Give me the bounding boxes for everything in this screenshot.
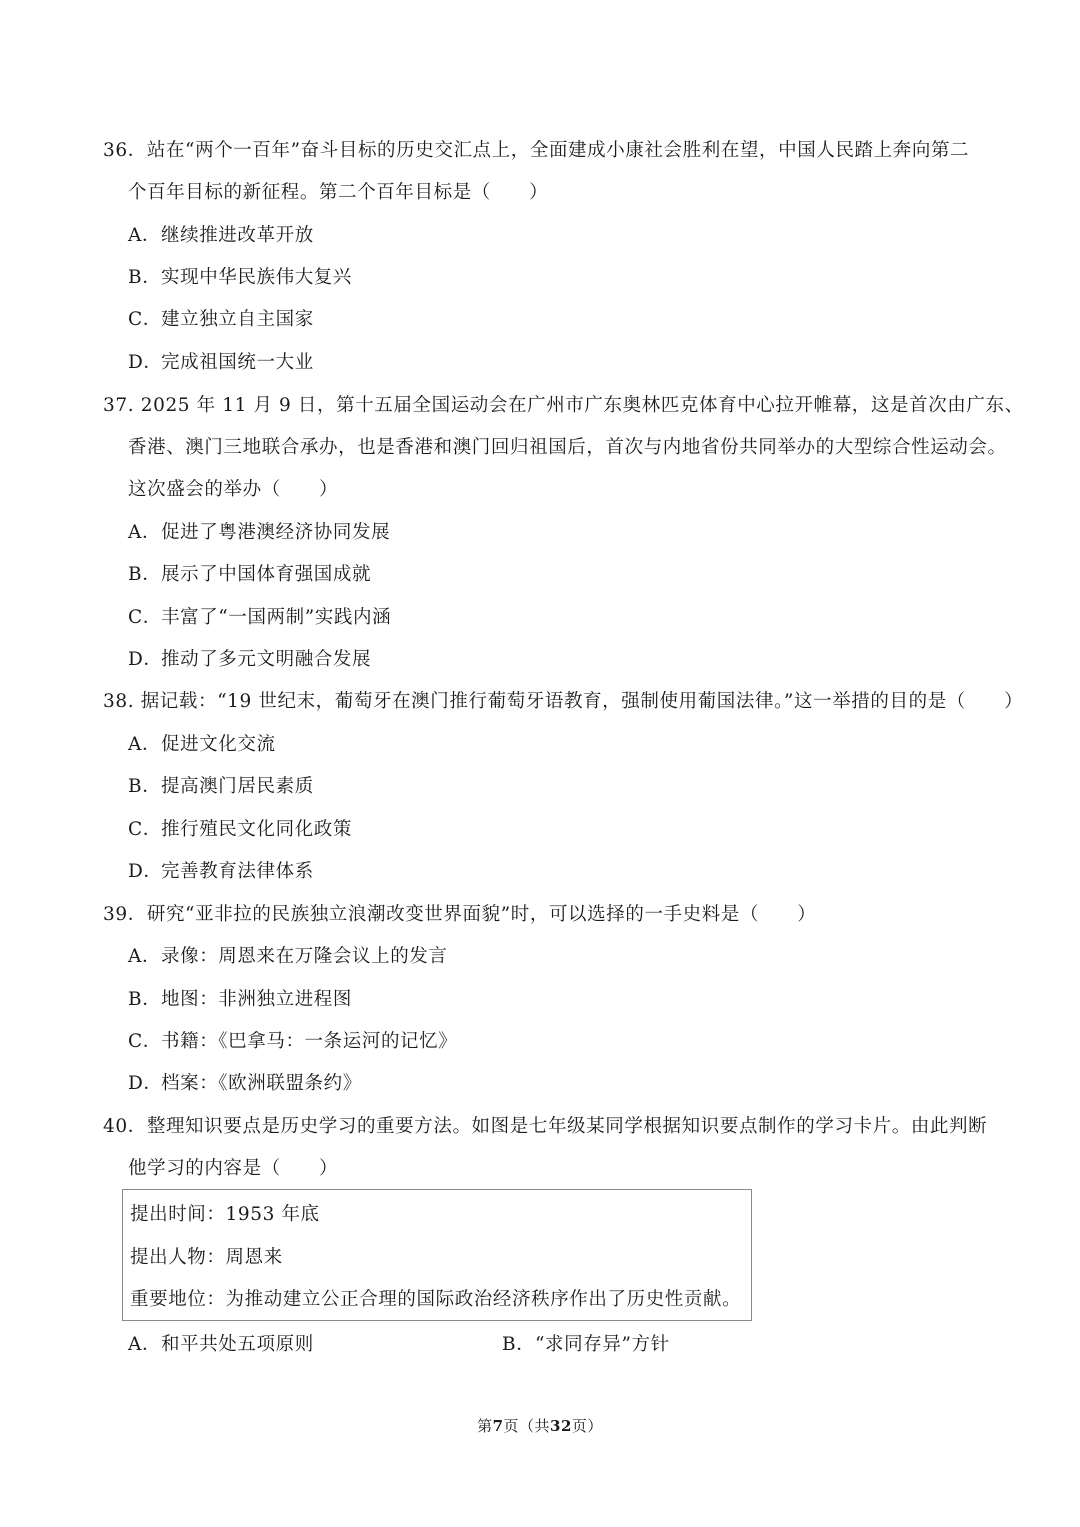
question-36-option-b	[128, 265, 352, 291]
option-label: D．	[128, 861, 163, 882]
option-text: 实现中华民族伟大复兴	[161, 267, 353, 288]
option-text: “求同存异”方针	[535, 1334, 670, 1355]
question-37-option-b	[128, 562, 371, 588]
page-number: 7	[492, 1417, 504, 1435]
question-40-stem-line-2: 他学习的内容是（ ）	[128, 1158, 339, 1179]
footer-suffix: 页）	[571, 1417, 603, 1435]
question-36-option-c	[128, 307, 314, 333]
option-label: D．	[128, 1073, 163, 1094]
option-text: 和平共处五项原则	[161, 1334, 314, 1355]
option-text: 继续推进改革开放	[161, 225, 314, 246]
question-40-option-b	[502, 1332, 670, 1358]
question-38-option-a	[128, 732, 276, 758]
option-text: 促进文化交流	[161, 734, 276, 755]
option-text: 录像：周恩来在万隆会议上的发言	[161, 946, 448, 967]
option-label: C．	[128, 607, 162, 628]
question-40-stem-line-1: 40．整理知识要点是历史学习的重要方法。如图是七年级某同学根据知识要点制作的学习卡片。由此判断	[103, 1116, 988, 1137]
option-label: B．	[128, 776, 162, 797]
option-text: 档案：《欧洲联盟条约》	[161, 1073, 362, 1094]
option-label: D．	[128, 649, 163, 670]
option-text: 完成祖国统一大业	[161, 352, 314, 373]
question-37-stem-line-3: 这次盛会的举办（ ）	[128, 479, 339, 500]
total-pages: 32	[550, 1417, 572, 1435]
option-text: 建立独立自主国家	[161, 309, 314, 330]
page-footer	[0, 1415, 1080, 1437]
option-text: 书籍：《巴拿马：一条运河的记忆》	[161, 1031, 458, 1052]
question-39-stem-line-1: 39．研究“亚非拉的民族独立浪潮改变世界面貌”时，可以选择的一手史料是（ ）	[103, 904, 817, 925]
study-card-line-significance: 重要地位：为推动建立公正合理的国际政治经济秩序作出了历史性贡献。	[130, 1289, 742, 1310]
option-label: D．	[128, 352, 163, 373]
question-36-stem-line-2: 个百年目标的新征程。第二个百年目标是（ ）	[128, 182, 549, 203]
question-38-option-b	[128, 774, 314, 800]
option-label: A．	[128, 946, 162, 967]
study-card-line-time: 提出时间：1953 年底	[130, 1204, 320, 1225]
option-label: C．	[128, 309, 162, 330]
option-text: 推行殖民文化同化政策	[161, 819, 353, 840]
question-38-option-c	[128, 817, 352, 843]
option-label: A．	[128, 1334, 162, 1355]
question-39-option-a	[128, 944, 448, 970]
question-36-stem-line-1: 36．站在“两个一百年”奋斗目标的历史交汇点上，全面建成小康社会胜利在望，中国人民踏上奔向第二	[103, 140, 970, 161]
question-37-stem-line-2: 香港、澳门三地联合承办，也是香港和澳门回归祖国后，首次与内地省份共同举办的大型综合性运动会。	[128, 437, 1007, 458]
option-text: 丰富了“一国两制”实践内涵	[161, 607, 392, 628]
option-label: B．	[128, 564, 162, 585]
option-text: 推动了多元文明融合发展	[161, 649, 372, 670]
question-39-option-c	[128, 1029, 457, 1055]
question-37-option-c	[128, 605, 391, 631]
option-label: A．	[128, 734, 162, 755]
study-card-line-person: 提出人物：周恩来	[130, 1247, 283, 1268]
option-text: 提高澳门居民素质	[161, 776, 314, 797]
footer-prefix: 第	[477, 1417, 493, 1435]
option-text: 展示了中国体育强国成就	[161, 564, 372, 585]
question-36-option-d	[128, 350, 314, 376]
question-36-option-a	[128, 223, 314, 249]
question-40-option-a	[128, 1332, 314, 1358]
question-37-option-a	[128, 520, 390, 546]
option-text: 完善教育法律体系	[161, 861, 314, 882]
question-39-option-b	[128, 987, 352, 1013]
option-label: B．	[128, 267, 162, 288]
question-39-option-d	[128, 1071, 362, 1097]
option-label: B．	[128, 989, 162, 1010]
question-37-stem-line-1: 37. 2025 年 11 月 9 日，第十五届全国运动会在广州市广东奥林匹克体育中心拉开帷幕，这是首次由广东、	[103, 395, 1024, 416]
option-label: A．	[128, 522, 162, 543]
question-38-option-d	[128, 859, 314, 885]
question-38-stem-line-1: 38. 据记载：“19 世纪末，葡萄牙在澳门推行葡萄牙语教育，强制使用葡国法律。”这一举措的目的是（ ）	[103, 691, 1024, 712]
option-label: A．	[128, 225, 162, 246]
question-37-option-d	[128, 647, 371, 673]
option-label: B．	[502, 1334, 536, 1355]
footer-middle: 页（共	[503, 1417, 551, 1435]
option-label: C．	[128, 1031, 162, 1052]
option-label: C．	[128, 819, 162, 840]
option-text: 地图：非洲独立进程图	[161, 989, 353, 1010]
option-text: 促进了粤港澳经济协同发展	[161, 522, 391, 543]
